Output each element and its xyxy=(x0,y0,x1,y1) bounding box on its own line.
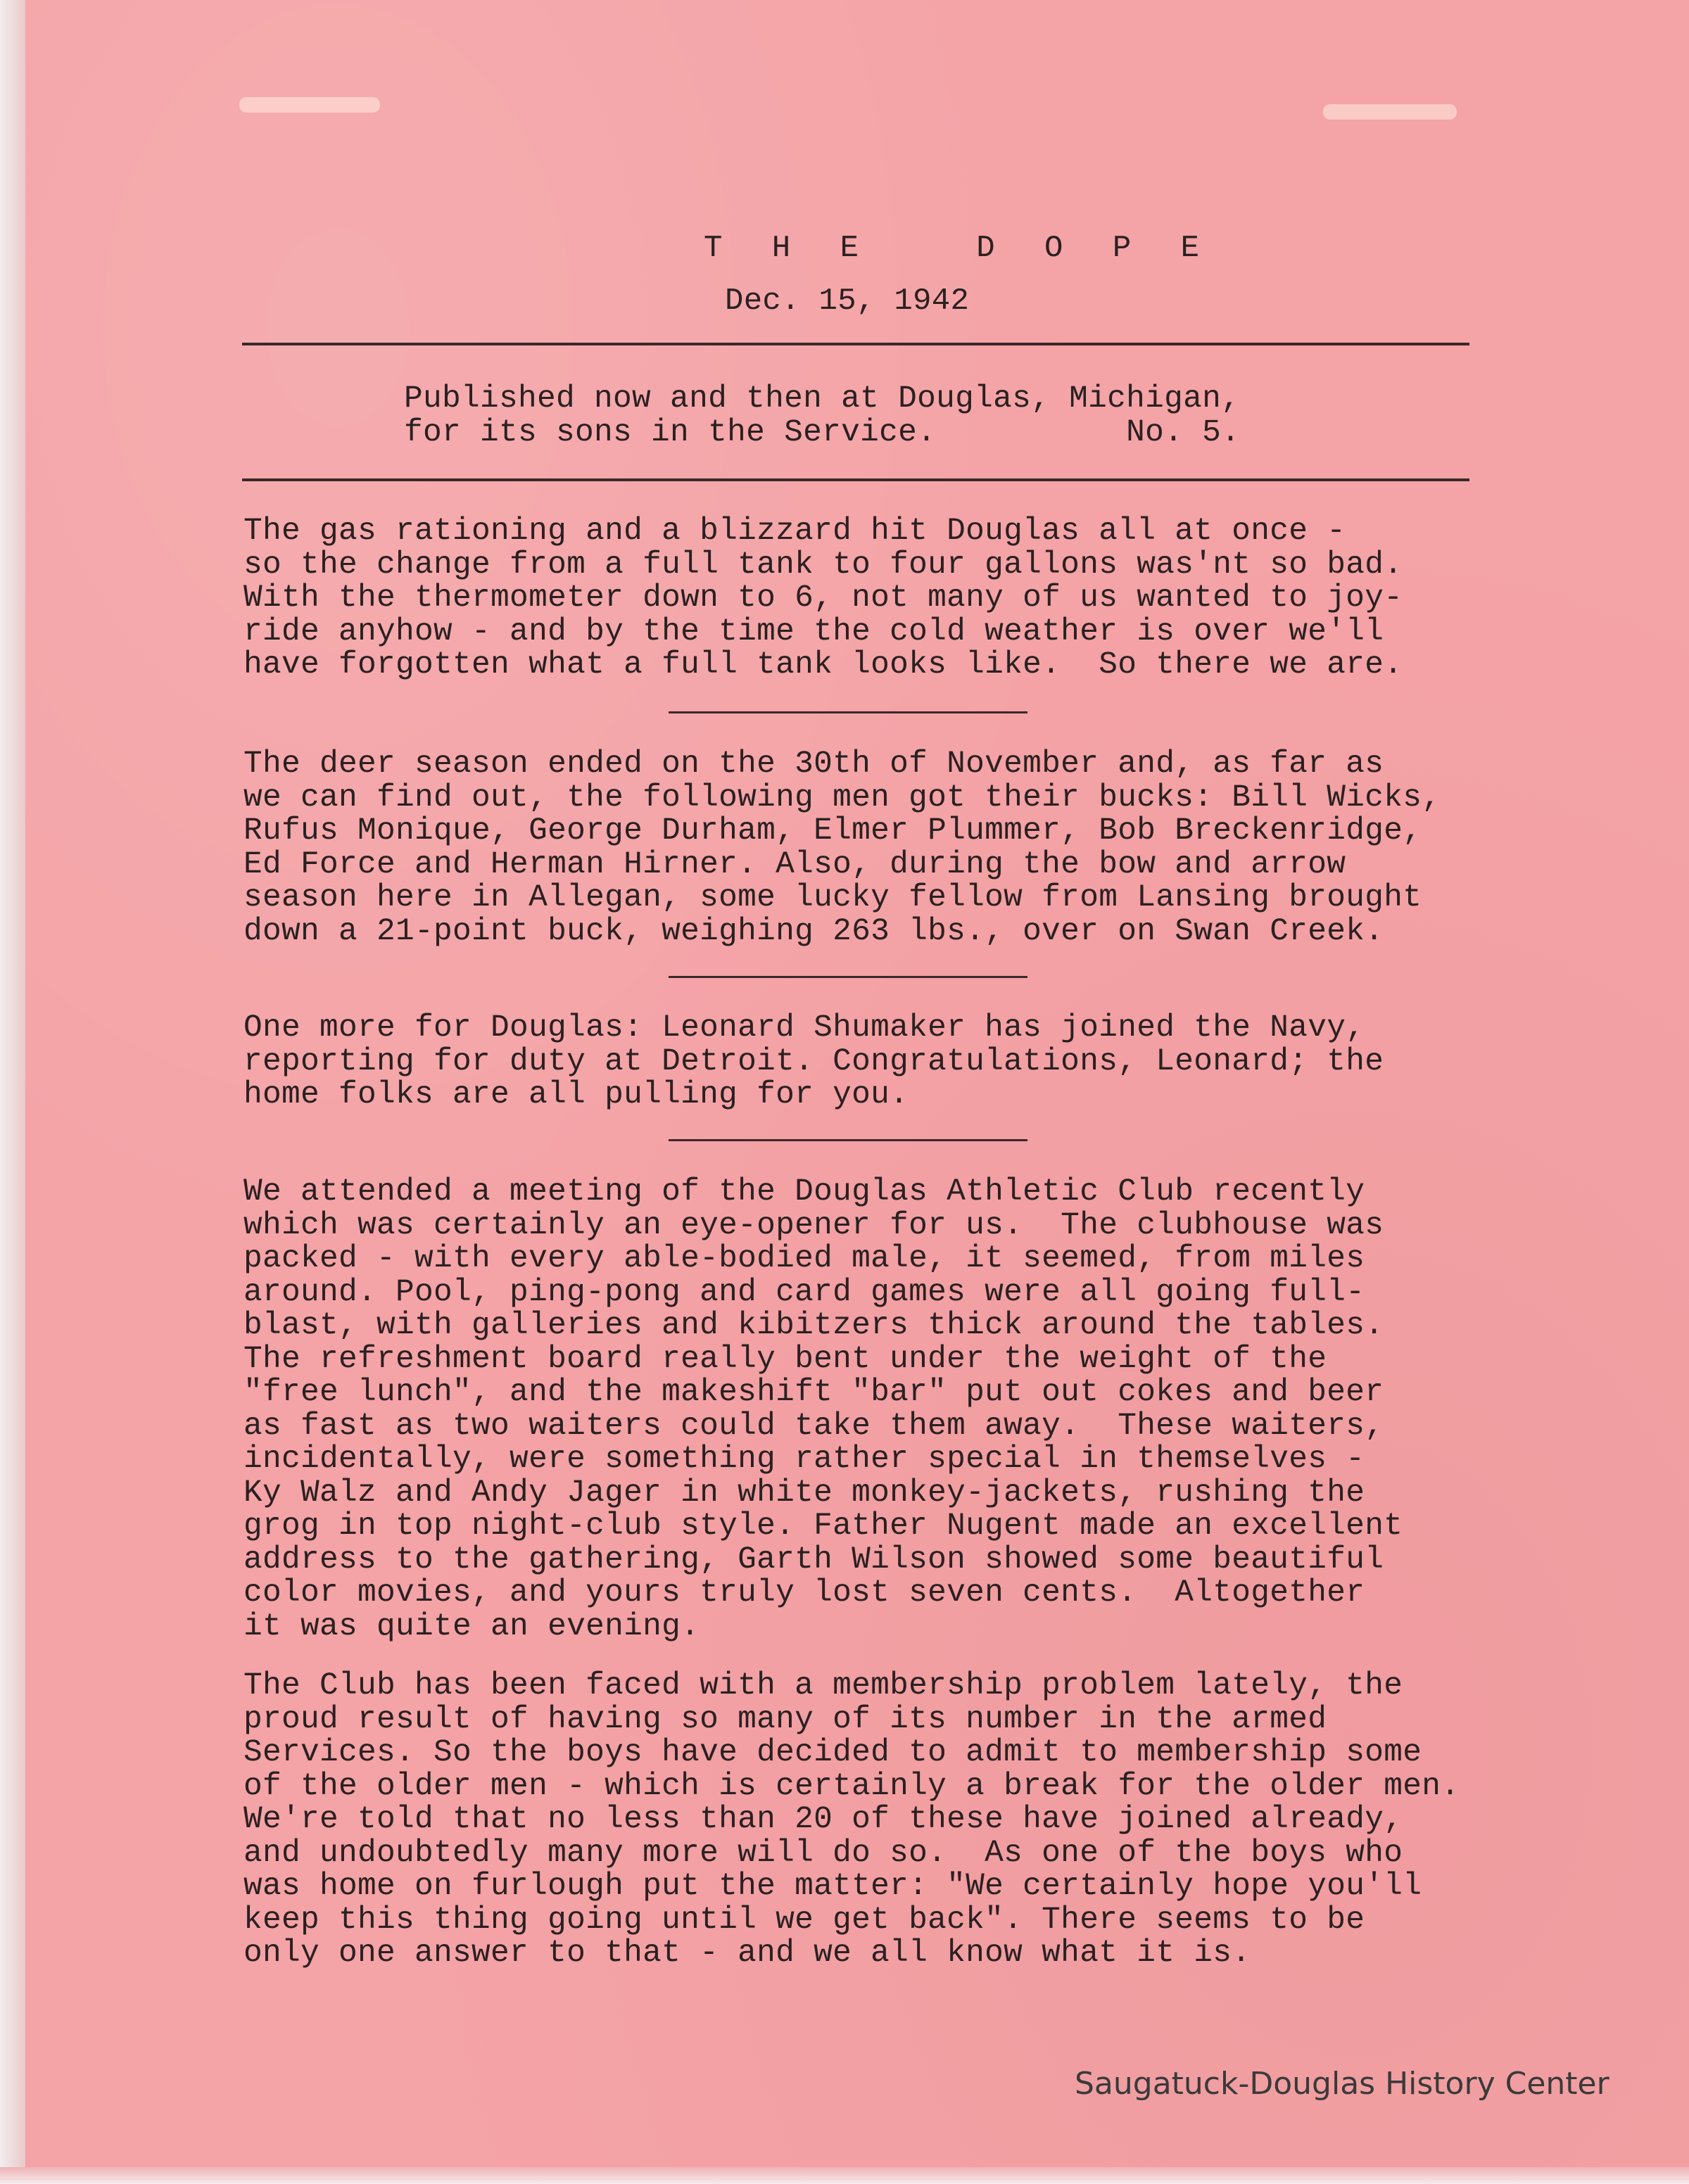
paper-bottom-edge xyxy=(0,2167,1689,2184)
text-line: so the change from a full tank to four gallons was'nt so bad. xyxy=(243,547,1403,583)
article-club-membership xyxy=(243,1670,1460,1971)
section-divider xyxy=(669,711,1027,713)
masthead-rule-bottom xyxy=(242,478,1469,481)
text-line: "free lunch", and the makeshift "bar" put out cokes and beer xyxy=(243,1375,1384,1410)
text-line: it was quite an evening. xyxy=(243,1608,700,1644)
text-line: around. Pool, ping-pong and card games were all going full- xyxy=(243,1274,1365,1310)
text-line: One more for Douglas: Leonard Shumaker has joined the Navy, xyxy=(243,1010,1365,1046)
text-line: home folks are all pulling for you. xyxy=(243,1077,909,1112)
article-gas-rationing xyxy=(243,515,1403,682)
text-line: The deer season ended on the 30th of November and, as far as xyxy=(243,747,1384,782)
text-line: Rufus Monique, George Durham, Elmer Plummer, Bob Breckenridge, xyxy=(243,813,1422,849)
text-line: With the thermometer down to 6, not many of us wanted to joy- xyxy=(243,580,1403,616)
text-line: The Club has been faced with a membership problem lately, the xyxy=(243,1668,1403,1703)
masthead-rule-top xyxy=(242,343,1469,345)
text-line: packed - with every able-bodied male, it seemed, from miles xyxy=(243,1241,1365,1276)
text-line: blast, with galleries and kibitzers thick around the tables. xyxy=(243,1308,1384,1343)
tape-mark-left xyxy=(239,97,380,113)
text-line: down a 21-point buck, weighing 263 lbs., over on Swan Creek. xyxy=(243,913,1384,949)
text-line: was home on furlough put the matter: "We certainly hope you'll xyxy=(243,1869,1422,1904)
text-line: and undoubtedly many more will do so. As one of the boys who xyxy=(243,1835,1403,1871)
text-line: Ed Force and Herman Hirner. Also, during the bow and arrow xyxy=(243,846,1346,882)
text-line: proud result of having so many of its number in the armed xyxy=(243,1701,1327,1737)
text-line: we can find out, the following men got their bucks: Bill Wicks, xyxy=(243,780,1441,815)
newsletter-title: T H E D O P E xyxy=(704,231,1215,266)
text-line: only one answer to that - and we all know what it is. xyxy=(243,1936,1251,1971)
article-navy-enlistment xyxy=(243,1012,1384,1112)
text-line: keep this thing going until we get back". There seems to be xyxy=(243,1902,1365,1938)
text-line: color movies, and yours truly lost seven cents. Altogether xyxy=(243,1575,1365,1611)
masthead xyxy=(404,383,1240,450)
text-line: season here in Allegan, some lucky fellow from Lansing brought xyxy=(243,880,1422,915)
text-line: of the older men - which is certainly a break for the older men. xyxy=(243,1768,1460,1804)
text-line: ride anyhow - and by the time the cold weather is over we'll xyxy=(243,614,1384,649)
text-line: which was certainly an eye-opener for us. The clubhouse was xyxy=(243,1207,1384,1243)
issue-date: Dec. 15, 1942 xyxy=(725,284,970,319)
archive-credit: Saugatuck-Douglas History Center xyxy=(1075,2066,1609,2102)
text-line: have forgotten what a full tank looks like. So there we are. xyxy=(243,647,1403,682)
text-line: Ky Walz and Andy Jager in white monkey-jackets, rushing the xyxy=(243,1475,1365,1511)
text-line: The gas rationing and a blizzard hit Douglas all at once - xyxy=(243,514,1346,549)
text-line: reporting for duty at Detroit. Congratulations, Leonard; the xyxy=(243,1043,1384,1079)
text-line: Services. So the boys have decided to admit to membership some xyxy=(243,1735,1422,1770)
section-divider xyxy=(669,1139,1027,1141)
text-line: incidentally, were something rather special in themselves - xyxy=(243,1442,1365,1477)
text-line: address to the gathering, Garth Wilson showed some beautiful xyxy=(243,1542,1384,1577)
section-divider xyxy=(669,976,1027,978)
text-line: as fast as two waiters could take them away. These waiters, xyxy=(243,1408,1384,1444)
text-line: We're told that no less than 20 of these have joined already, xyxy=(243,1802,1403,1837)
article-deer-season xyxy=(243,748,1441,948)
text-line: We attended a meeting of the Douglas Athletic Club recently xyxy=(243,1174,1365,1210)
text-line: The refreshment board really bent under the weight of the xyxy=(243,1341,1327,1377)
masthead-line: for its sons in the Service. No. 5. xyxy=(404,414,1241,450)
text-line: grog in top night-club style. Father Nugent made an excellent xyxy=(243,1509,1403,1544)
article-athletic-club-meeting xyxy=(243,1176,1403,1644)
tape-mark-right xyxy=(1323,104,1457,120)
paper-left-edge xyxy=(0,0,25,2184)
masthead-line: Published now and then at Douglas, Michigan, xyxy=(404,381,1241,417)
